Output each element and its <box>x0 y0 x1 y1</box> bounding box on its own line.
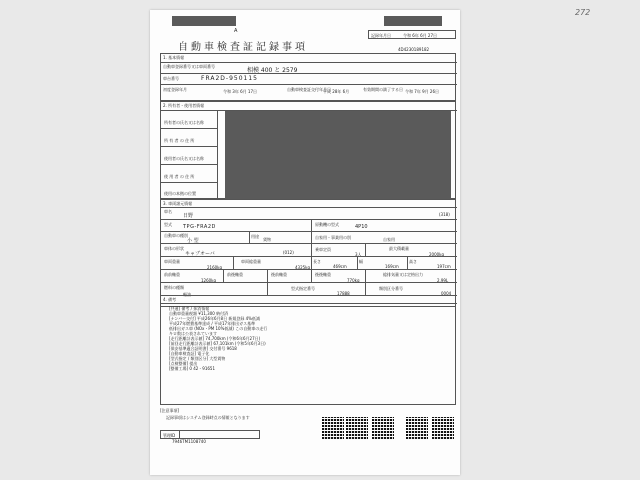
capacity-value: 3人 <box>355 252 362 257</box>
class-number-label: 類別区分番号 <box>379 286 403 291</box>
remark-line: [共通] 備考 / 抹消情報 <box>169 306 210 311</box>
rear-front-axle-label: 後前軸重 <box>271 272 287 277</box>
private-business-label: 自家用・事業用の別 <box>315 235 351 240</box>
remark-line: [走行距離計表示値] 74,700km (令和6年6月27日) <box>169 336 261 341</box>
owner-info-redaction <box>225 111 451 199</box>
displacement-value: 2.99L <box>437 278 449 283</box>
notes-label: [注意事項] <box>160 408 180 413</box>
use-label: 用途 <box>251 234 259 239</box>
usage-location-label: 使用の本拠の位置 <box>164 191 196 196</box>
fuel-type-value: 軽油 <box>183 292 191 297</box>
document-title: 自動車検査証記録事項 <box>178 42 308 53</box>
issue-date-label: 自動車検査証交付年月日 <box>287 87 331 92</box>
gross-weight-value: 4325kg <box>295 265 311 270</box>
remark-line: キロ数は公表されています <box>169 331 217 336</box>
type-designation-value: 17888 <box>337 291 350 296</box>
remark-line: [自動車検査証] 電子化 <box>169 351 210 356</box>
qr-code-2 <box>346 417 368 439</box>
notes-text: 記録事項はシステム登録時点の情報となります <box>166 415 250 420</box>
record-date-box <box>368 30 456 39</box>
gross-weight-label: 車両総重量 <box>241 259 261 264</box>
user-address-label: 使 用 者 の 住 所 <box>164 174 195 179</box>
displacement-label: 総排気量又は定格出力 <box>383 272 423 277</box>
max-load-value: 2000kg <box>429 252 445 257</box>
owner-name-label: 所有者の氏名又は名称 <box>164 120 204 125</box>
section3-heading: 3. 車両諸元情報 <box>163 201 193 206</box>
width-value: 169cm <box>385 264 399 269</box>
engine-model-label: 原動機の型式 <box>315 222 339 227</box>
qr-code-1 <box>322 417 344 439</box>
record-date-value: 令和 6年 6月 27日 <box>403 33 437 38</box>
vehicle-name-code: (318) <box>439 212 450 217</box>
remark-line: [前回走行距離計表示値] 67,101km (令和5年6月3日) <box>169 341 266 346</box>
length-value: 469cm <box>333 264 347 269</box>
vehicle-weight-label: 車両重量 <box>164 259 180 264</box>
body-shape-code: (012) <box>283 250 294 255</box>
chassis-number-label: 車台番号 <box>163 76 179 81</box>
first-registration-label: 初度登録年月 <box>163 87 187 92</box>
section4-heading: 4. 備考 <box>163 297 177 302</box>
doc-mark: A <box>234 28 238 34</box>
handwritten-page-number: 272 <box>575 8 591 17</box>
registration-number-value: 相模 400 と 2579 <box>247 67 298 74</box>
height-label: 高さ <box>409 259 417 264</box>
remark-line: [整備工場] 0 42 - 91651 <box>169 366 216 371</box>
max-load-label: 最大積載量 <box>389 246 409 251</box>
model-value: TPG-FRA2D <box>183 224 216 230</box>
remark-line: [点検整備] 提出 <box>169 361 198 366</box>
engine-model-value: 4P10 <box>355 224 368 230</box>
type-designation-label: 型式指定番号 <box>291 286 315 291</box>
class-number-value: 0004 <box>441 291 452 296</box>
front-rear-axle-label: 前後軸重 <box>227 272 243 277</box>
remark-line: [型式指定 / 類別区分] 大型貨物 <box>169 356 226 361</box>
qr-code-4 <box>406 417 428 439</box>
top-right-redaction <box>384 16 442 26</box>
remark-line: [保安基準適合証明書] 交付番号 9618 <box>169 346 237 351</box>
remark-line: [ナンバー交付] 平成26年6月8日 新規登録 4%低減 <box>169 316 260 321</box>
vehicle-weight-value: 2160kg <box>207 265 223 270</box>
width-label: 幅 <box>359 259 363 264</box>
remark-line: 低排出ガス車 (NOx・PM 10%低減) この自動車の走行 <box>169 326 268 331</box>
front-front-axle-label: 前前軸重 <box>164 272 180 277</box>
registration-number-label: 自動車登録番号又は車両番号 <box>163 64 215 69</box>
issue-date-value: 平成 28年 6月 <box>323 89 350 94</box>
vehicle-kind-value: 小 型 <box>187 238 199 244</box>
owner-address-label: 所 有 者 の 住 所 <box>164 138 195 143</box>
front-front-axle-value: 1260kg <box>201 278 217 283</box>
management-id-value: 7946TM1108740 <box>172 439 206 444</box>
qr-code-5 <box>432 417 454 439</box>
capacity-label: 乗車定員 <box>315 247 331 252</box>
record-date-label: 記録年月日 <box>371 33 391 38</box>
user-name-label: 使用者の氏名又は名称 <box>164 156 204 161</box>
private-business-value: 自家用 <box>383 237 395 242</box>
chassis-number-value: FRA2D-950115 <box>201 75 258 82</box>
section2-heading: 2. 所有者・使用者情報 <box>163 103 205 108</box>
first-registration-value: 令和 3年 6月 17日 <box>223 89 257 94</box>
registration-record-document <box>150 10 460 475</box>
vehicle-name-label: 車名 <box>164 209 172 214</box>
qr-code-3 <box>372 417 394 439</box>
section-basic-info <box>160 53 456 101</box>
vehicle-name-value: 日野 <box>183 213 194 219</box>
rear-rear-axle-label: 後後軸重 <box>315 272 331 277</box>
section-owner-info <box>160 101 456 199</box>
remark-line: 平成27年燃費基準達成 / 平成17年排出ガス基準 <box>169 321 256 326</box>
management-id-box <box>160 430 260 439</box>
body-shape-value: キャブオーバ <box>185 251 215 257</box>
remark-line: 自動車重量税額 ¥11,300 納付済 <box>169 311 229 316</box>
section-remarks <box>160 295 456 405</box>
expiry-date-value: 令和 7年 9月 26日 <box>405 89 439 94</box>
vehicle-kind-label: 自動車の種別 <box>164 233 188 238</box>
length-label: 長さ <box>313 259 321 264</box>
body-shape-label: 車体の形状 <box>164 246 184 251</box>
management-id-label: 管理ID <box>163 433 176 438</box>
height-value: 197cm <box>437 264 451 269</box>
model-label: 型式 <box>164 222 172 227</box>
use-value: 貨物 <box>263 237 271 242</box>
document-number: 4D4230189182 <box>398 47 430 52</box>
section1-heading: 1. 基本情報 <box>163 55 185 60</box>
section-vehicle-specs <box>160 199 456 307</box>
expiry-date-label: 有効期間の満了する日 <box>363 87 403 92</box>
top-left-redaction <box>172 16 236 26</box>
fuel-type-label: 燃料の種類 <box>164 285 184 290</box>
rear-rear-axle-value: 770kg <box>347 278 360 283</box>
